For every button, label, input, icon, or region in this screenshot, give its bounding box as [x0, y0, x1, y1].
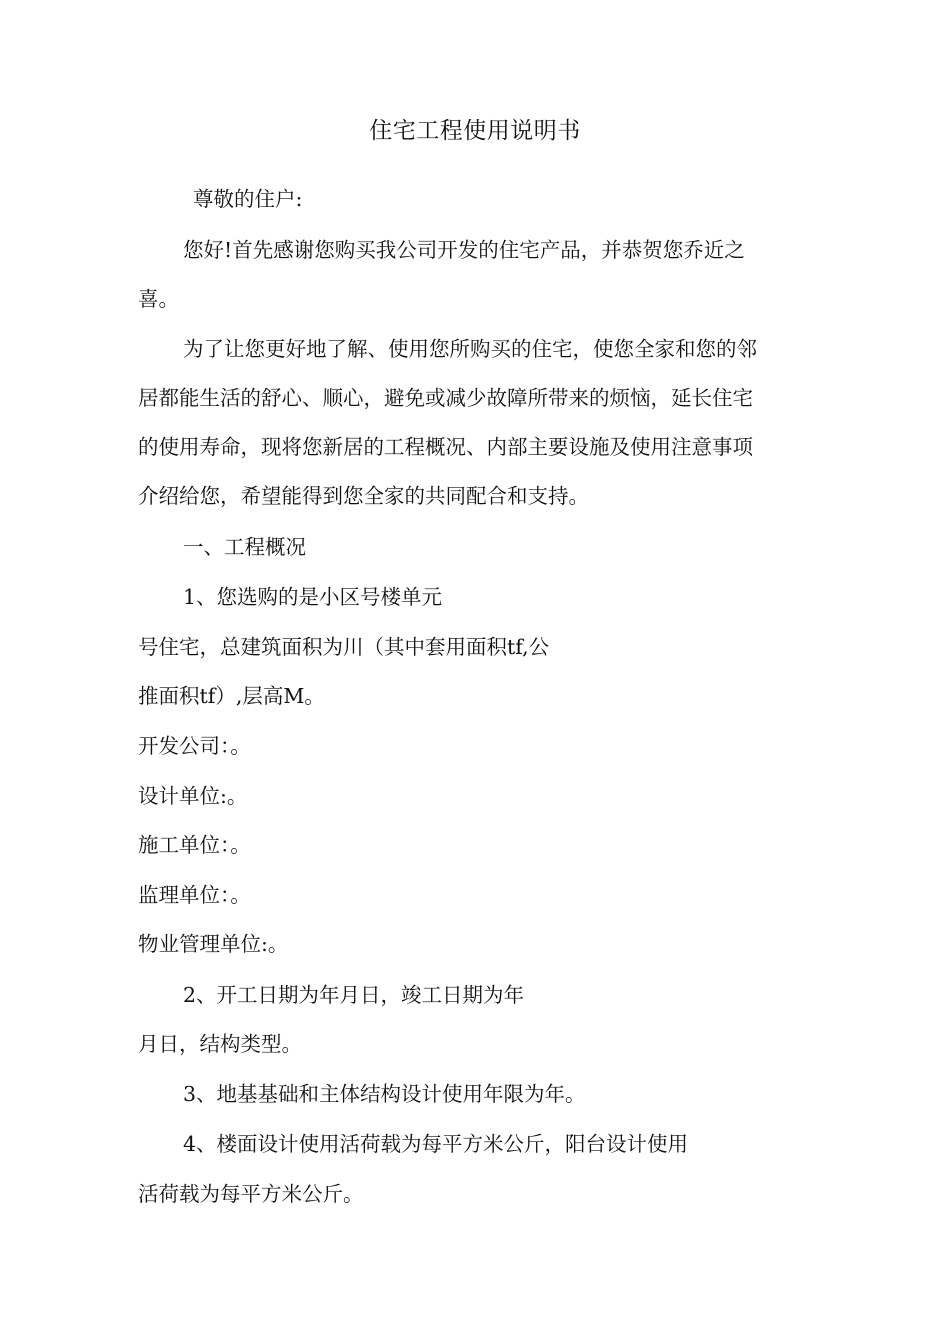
- item-3: 3、地基基础和主体结构设计使用年限为年。: [183, 1082, 586, 1106]
- paragraph-2-line-2: 居都能生活的舒心、顺心，避免或减少故障所带来的烦恼，延长住宅: [138, 386, 753, 410]
- paragraph-2-line-3: 的使用寿命，现将您新居的工程概况、内部主要设施及使用注意事项: [138, 435, 753, 459]
- paragraph-2-line-4: 介绍给您，希望能得到您全家的共同配合和支持。: [138, 484, 589, 508]
- field-design-unit: 设计单位:。: [138, 784, 248, 808]
- item-1-line-1: 1、您选购的是小区号楼单元: [183, 585, 443, 609]
- item-4-line-2: 活荷载为每平方米公斤。: [138, 1182, 364, 1206]
- field-supervision-unit: 监理单位：。: [138, 883, 251, 907]
- item-1-line-3: 推面积tf）,层高M。: [138, 684, 325, 708]
- paragraph-1-line-1: 您好!首先感谢您购买我公司开发的住宅产品，并恭贺您乔近之: [183, 238, 745, 262]
- field-developer: 开发公司：。: [138, 734, 251, 758]
- document-title: 住宅工程使用说明书: [369, 118, 581, 144]
- salutation: 尊敬的住户:: [193, 187, 303, 211]
- item-2-line-2: 月日，结构类型。: [138, 1032, 302, 1056]
- item-1-line-2: 号住宅，总建筑面积为川（其中套用面积tf,公: [138, 635, 550, 659]
- item-2-line-1: 2、开工日期为年月日，竣工日期为年: [183, 983, 525, 1007]
- paragraph-2-line-1: 为了让您更好地了解、使用您所购买的住宅，使您全家和您的邻: [183, 337, 757, 361]
- section-heading: 一、工程概况: [183, 535, 306, 559]
- item-4-line-1: 4、楼面设计使用活荷载为每平方米公斤，阳台设计使用: [183, 1132, 689, 1156]
- field-construction-unit: 施工单位：。: [138, 833, 251, 857]
- field-property-management: 物业管理单位:。: [138, 932, 289, 956]
- paragraph-1-line-2: 喜。: [138, 287, 179, 311]
